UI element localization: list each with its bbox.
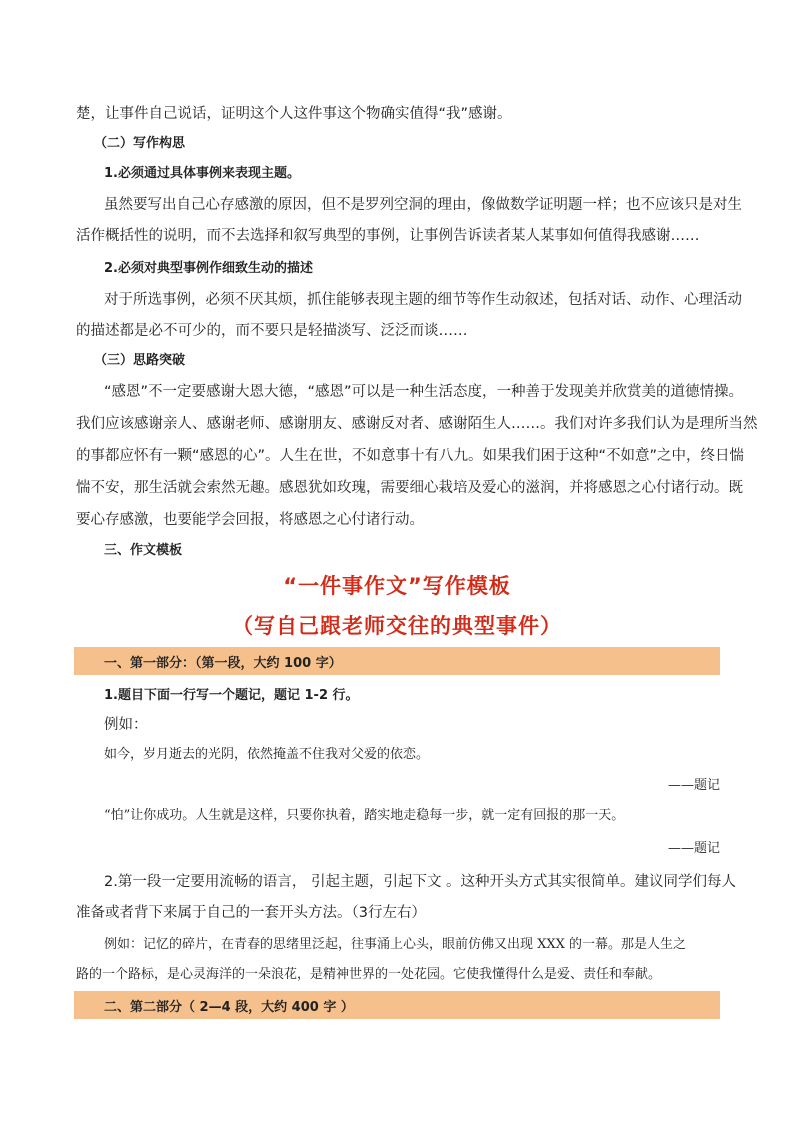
part3-heading: 三、作文模板 [104,543,183,558]
point2-line-1: 对于所选事例，必须不厌其烦，抓住能够表现主题的细节等作生动叙述，包括对话、动作、心理活动 [104,292,742,308]
intro-tail-line: 楚，让事件自己说话，证明这个人这件事这个物确实值得“我”感谢。 [76,106,512,122]
example-label: 例如： [104,717,148,733]
part1-band-label: 一、第一部分：（第一段，大约 100 字） [104,656,342,671]
template-subtitle: （写自己跟老师交往的典型事件） [232,614,562,638]
point2-line-2: 的描述都是必不可少的，而不要只是轻描淡写、泛泛而谈…… [76,323,468,339]
example2-text: “怕”让你成功。人生就是这样，只要你执着，踏实地走稳每一步，就一定有回报的那一天。 [104,808,625,823]
part1-band [74,647,720,675]
part2-band [74,991,720,1019]
example1-signature: ——题记 [667,778,720,793]
point1-title: 1.必须通过具体事例来表现主题。 [104,166,300,181]
example3-line-2: 路的一个路标，是心灵海洋的一朵浪花，是精神世界的一处花园。它使我懂得什么是爱、责任和奉献。 [76,967,662,982]
part1-item2-line-2: 准备或者背下来属于自己的一套开头方法。（3行左右） [76,905,426,921]
breakthrough-line-5: 要心存感激，也要能学会回报，将感恩之心付诸行动。 [76,512,424,528]
part2-band-label: 二、第二部分（ 2—4 段，大约 400 字 ） [104,1000,354,1015]
breakthrough-line-3: 的事都应怀有一颗“感恩的心”。人生在世，不如意事十有八九。如果我们困于这种“不如意”之中，终日惴 [76,448,745,464]
breakthrough-line-4: 惴不安，那生活就会索然无趣。感恩犹如玫瑰，需要细心栽培及爱心的滋润，并将感恩之心付诸行动。既 [76,480,743,496]
part1-item1: 1.题目下面一行写一个题记，题记 1-2 行。 [104,688,359,703]
section-heading-writing-concept: （二）写作构思 [94,136,186,151]
part1-item2-line-1: 2.第一段一定要用流畅的语言， 引起主题，引起下文 。这种开头方式其实很简单。建议同学们每人 [104,874,737,890]
point1-line-2: 活作概括性的说明，而不去选择和叙写典型的事例，让事例告诉读者某人某事如何值得我感谢…… [76,228,700,244]
example1-text: 如今，岁月逝去的光阴，依然掩盖不住我对父爱的依恋。 [104,747,430,762]
example2-signature: ——题记 [667,841,720,856]
breakthrough-line-1: “感恩”不一定要感谢大恩大德，“感恩”可以是一种生活态度，一种善于发现美并欣赏美的道德情操。 [104,384,744,400]
template-title: “一件事作文”写作模板 [283,574,511,598]
point2-title: 2.必须对典型事例作细致生动的描述 [104,261,313,276]
example3-line-1: 例如：记忆的碎片，在青春的思绪里泛起，往事涌上心头，眼前仿佛又出现 XXX 的一幕。那是人生之 [104,937,687,952]
breakthrough-line-2: 我们应该感谢亲人、感谢老师、感谢朋友、感谢反对者、感谢陌生人……。我们对许多我们认为是理所当然 [76,416,758,432]
section-heading-breakthrough: （三）思路突破 [94,353,186,368]
point1-line-1: 虽然要写出自己心存感激的原因，但不是罗列空洞的理由，像做数学证明题一样；也不应该只是对生 [104,197,742,213]
